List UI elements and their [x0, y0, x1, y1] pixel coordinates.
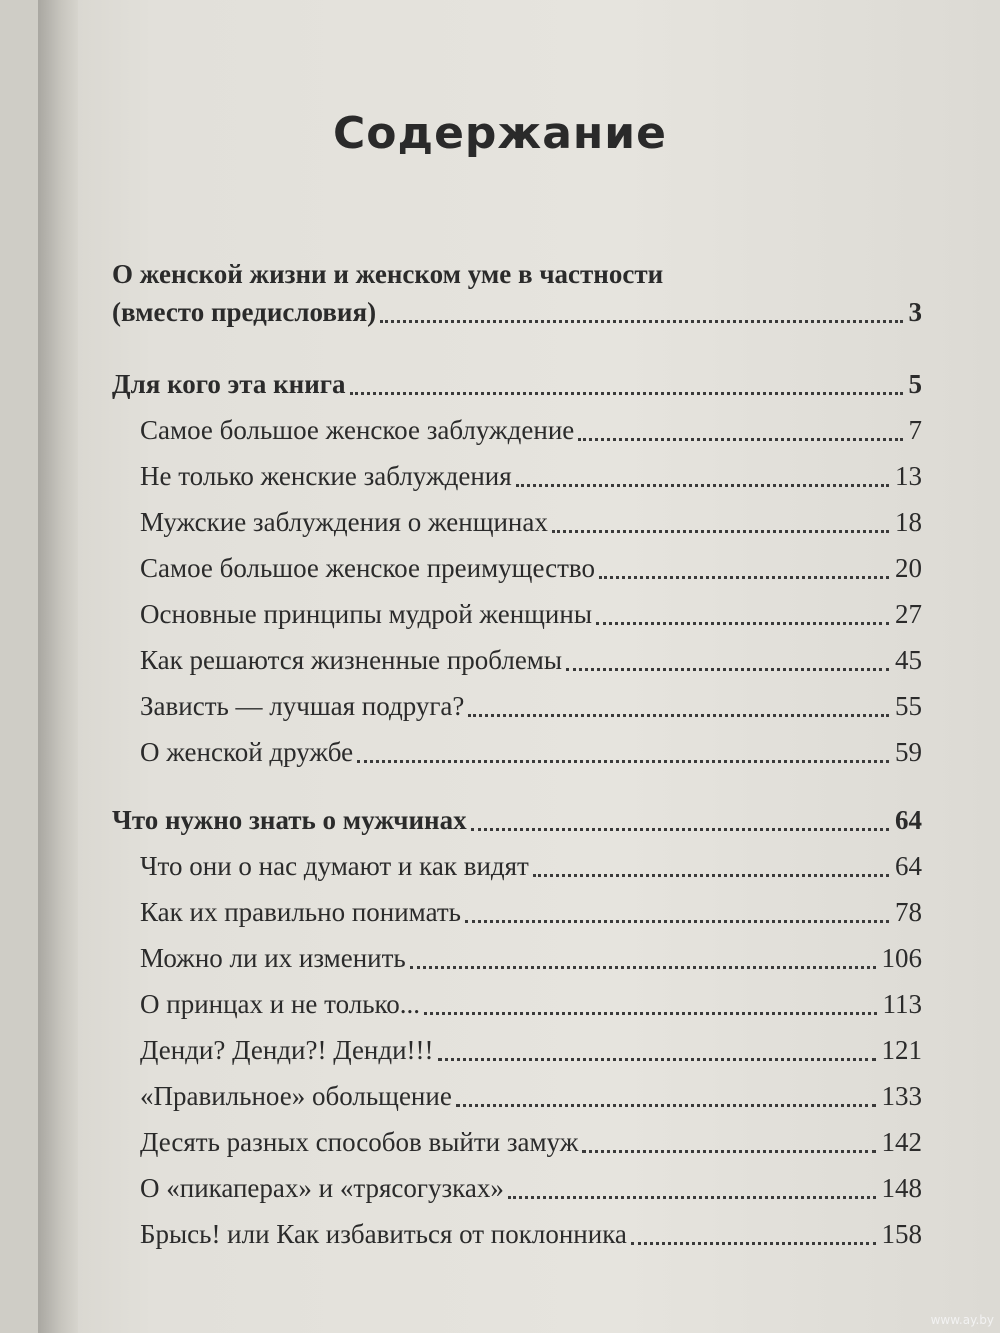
- toc-item: [140, 734, 922, 770]
- toc-item-title: Что они о нас думают и как видят: [140, 851, 529, 881]
- toc-item-title: Не только женские заблуждения: [140, 461, 512, 491]
- toc-item-page: 45: [895, 645, 922, 675]
- toc-item: [140, 1170, 922, 1206]
- toc-item: [140, 688, 922, 724]
- toc-item: [140, 504, 922, 540]
- toc-item-page: 20: [895, 553, 922, 583]
- toc-section-1: [112, 802, 922, 838]
- toc-item-page: 121: [881, 1035, 922, 1065]
- toc-section-1-title: Что нужно знать о мужчинах: [112, 805, 467, 835]
- toc-item: [140, 848, 922, 884]
- toc-intro-line2: (вместо предисловия): [112, 297, 377, 327]
- watermark: www.ay.by: [930, 1313, 994, 1327]
- toc-leader-dots: [578, 438, 902, 441]
- toc-item-title: О женской дружбе: [140, 737, 354, 767]
- toc-leader-dots: [357, 760, 889, 763]
- toc-leader-dots: [410, 966, 876, 969]
- toc-item-page: 18: [895, 507, 922, 537]
- toc-leader-dots: [552, 530, 889, 533]
- toc-item-page: 13: [895, 461, 922, 491]
- toc-leader-dots: [438, 1058, 876, 1061]
- toc-section-0: [112, 366, 922, 402]
- toc-intro-page: 3: [908, 297, 922, 327]
- toc-item-page: 78: [895, 897, 922, 927]
- toc-item-title: О «пикаперах» и «трясогузках»: [140, 1173, 504, 1203]
- toc-leader-dots: [516, 484, 889, 487]
- toc-item: [140, 940, 922, 976]
- toc-item: [140, 1078, 922, 1114]
- toc-item-page: 7: [908, 415, 922, 445]
- toc-item-title: Как их правильно понимать: [140, 897, 461, 927]
- toc-intro-row: [112, 294, 922, 330]
- toc-item-page: 59: [895, 737, 922, 767]
- toc-leader-dots: [582, 1150, 875, 1153]
- toc-item: [140, 1032, 922, 1068]
- page-title: Содержание: [333, 108, 667, 159]
- toc-item-title: Как решаются жизненные проблемы: [140, 645, 563, 675]
- toc-section-0-title: Для кого эта книга: [112, 369, 346, 399]
- toc-leader-dots: [599, 576, 889, 579]
- toc-item: [140, 596, 922, 632]
- toc-item-title: Зависть — лучшая подруга?: [140, 691, 465, 721]
- toc-item-title: Можно ли их изменить: [140, 943, 406, 973]
- toc-leader-dots: [533, 874, 889, 877]
- toc-item-page: 55: [895, 691, 922, 721]
- toc-item-page: 142: [881, 1127, 922, 1157]
- toc-item-page: 64: [895, 851, 922, 881]
- toc-item: [140, 458, 922, 494]
- toc-item-page: 113: [882, 989, 922, 1019]
- toc-leader-dots: [566, 668, 889, 671]
- toc-item-page: 158: [881, 1219, 922, 1249]
- toc-item-title: «Правильное» обольщение: [140, 1081, 452, 1111]
- toc-leader-dots: [380, 320, 902, 323]
- toc-leader-dots: [596, 622, 889, 625]
- toc-leader-dots: [468, 714, 889, 717]
- toc-section-1-page: 64: [895, 805, 922, 835]
- toc-item-page: 133: [881, 1081, 922, 1111]
- toc-item: [140, 412, 922, 448]
- toc-item-title: О принцах и не только...: [140, 989, 421, 1019]
- toc-leader-dots: [508, 1196, 876, 1199]
- toc-item: [140, 894, 922, 930]
- toc-item-title: Самое большое женское преимущество: [140, 553, 595, 583]
- toc-item-page: 27: [895, 599, 922, 629]
- toc-item-title: Основные принципы мудрой женщины: [140, 599, 592, 629]
- toc-leader-dots: [350, 392, 903, 395]
- toc-item: [140, 642, 922, 678]
- toc-leader-dots: [631, 1242, 876, 1245]
- toc-item: [140, 1124, 922, 1160]
- toc-leader-dots: [424, 1012, 876, 1015]
- toc-leader-dots: [471, 828, 889, 831]
- toc-item: [140, 550, 922, 586]
- toc-item-page: 106: [881, 943, 922, 973]
- toc-item-title: Брысь! или Как избавиться от поклонника: [140, 1219, 627, 1249]
- toc-item-title: Десять разных способов выйти замуж: [140, 1127, 579, 1157]
- toc-item-title: Мужские заблуждения о женщинах: [140, 507, 548, 537]
- toc-section-0-page: 5: [908, 369, 922, 399]
- toc-leader-dots: [456, 1104, 876, 1107]
- toc-leader-dots: [465, 920, 889, 923]
- toc-item: [140, 986, 922, 1022]
- toc-item-page: 148: [881, 1173, 922, 1203]
- toc-item: [140, 1216, 922, 1252]
- toc-item-title: Денди? Денди?! Денди!!!: [140, 1035, 434, 1065]
- toc-intro-line1: О женской жизни и женском уме в частности: [112, 259, 664, 289]
- toc-item-title: Самое большое женское заблуждение: [140, 415, 575, 445]
